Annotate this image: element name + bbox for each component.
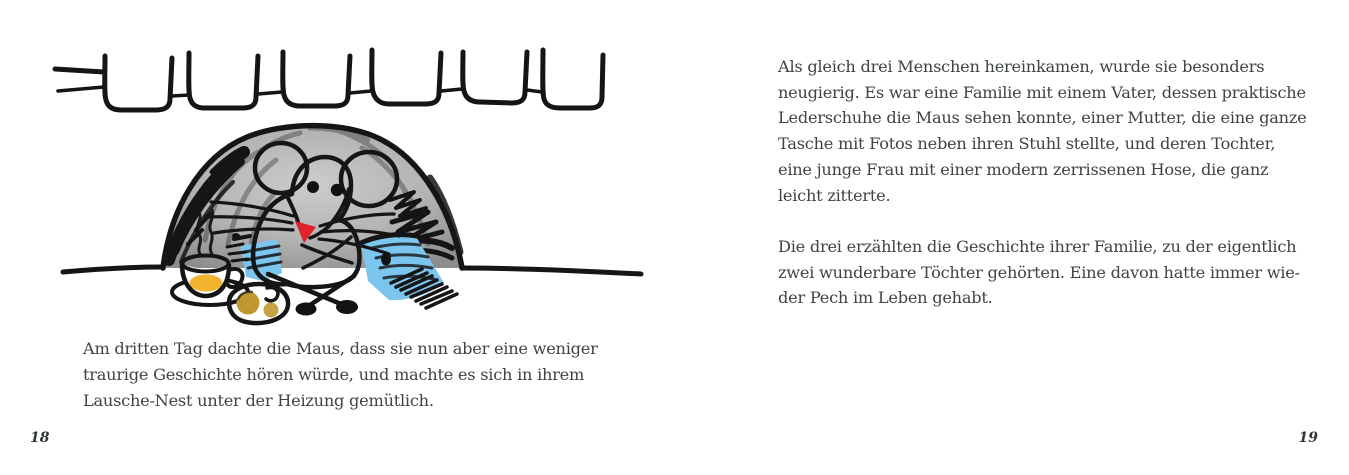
paragraph-line: Tasche mit Fotos neben ihren Stuhl stellte, und deren Tochter, bbox=[778, 134, 1276, 154]
cookie-small bbox=[264, 303, 279, 318]
caption-line: Lausche-Nest unter der Heizung gemütlich. bbox=[83, 391, 434, 410]
right-page-text bbox=[778, 54, 1318, 311]
left-page-caption bbox=[83, 336, 603, 414]
page-number-left: 18 bbox=[30, 430, 50, 446]
paragraph-line: Lederschuhe die Maus sehen konnte, einer Mutter, die eine ganze bbox=[778, 108, 1307, 128]
paragraph-line: neugierig. Es war eine Familie mit einem Vater, dessen praktische bbox=[778, 82, 1306, 102]
mouse-right-foot bbox=[336, 300, 358, 314]
story-paragraph bbox=[778, 54, 1318, 208]
paragraph-line: Als gleich drei Menschen hereinkamen, wurde sie besonders bbox=[778, 57, 1265, 76]
paragraph-line: zwei wunderbare Töchter gehörten. Eine davon hatte immer wie- bbox=[778, 262, 1300, 282]
story-paragraph bbox=[778, 234, 1318, 311]
tea bbox=[190, 275, 223, 292]
paragraph-line: der Pech im Leben gehabt. bbox=[778, 288, 993, 308]
mouse-right-eye bbox=[331, 184, 343, 196]
page-number-right: 19 bbox=[1298, 430, 1318, 446]
caption-line: traurige Geschichte hören würde, und machte es sich in ihrem bbox=[83, 365, 585, 384]
paragraph-line: Die drei erzählten die Geschichte ihrer Familie, zu der eigentlich bbox=[778, 236, 1297, 256]
paragraph-line: leicht zitterte. bbox=[778, 185, 891, 205]
mouse-legs bbox=[268, 274, 358, 316]
floor-line bbox=[63, 267, 641, 274]
caption-line: Am dritten Tag dachte die Maus, dass sie nun aber eine weniger bbox=[83, 339, 598, 358]
mouse-under-radiator-illustration bbox=[0, 0, 660, 340]
paragraph-line: eine junge Frau mit einer modern zerrissenen Hose, die ganz bbox=[778, 159, 1269, 179]
mouse-left-eye bbox=[307, 181, 319, 193]
cookie-plate-drawing bbox=[229, 284, 288, 323]
radiator-drawing bbox=[55, 50, 603, 110]
mouse-left-foot bbox=[296, 303, 317, 316]
